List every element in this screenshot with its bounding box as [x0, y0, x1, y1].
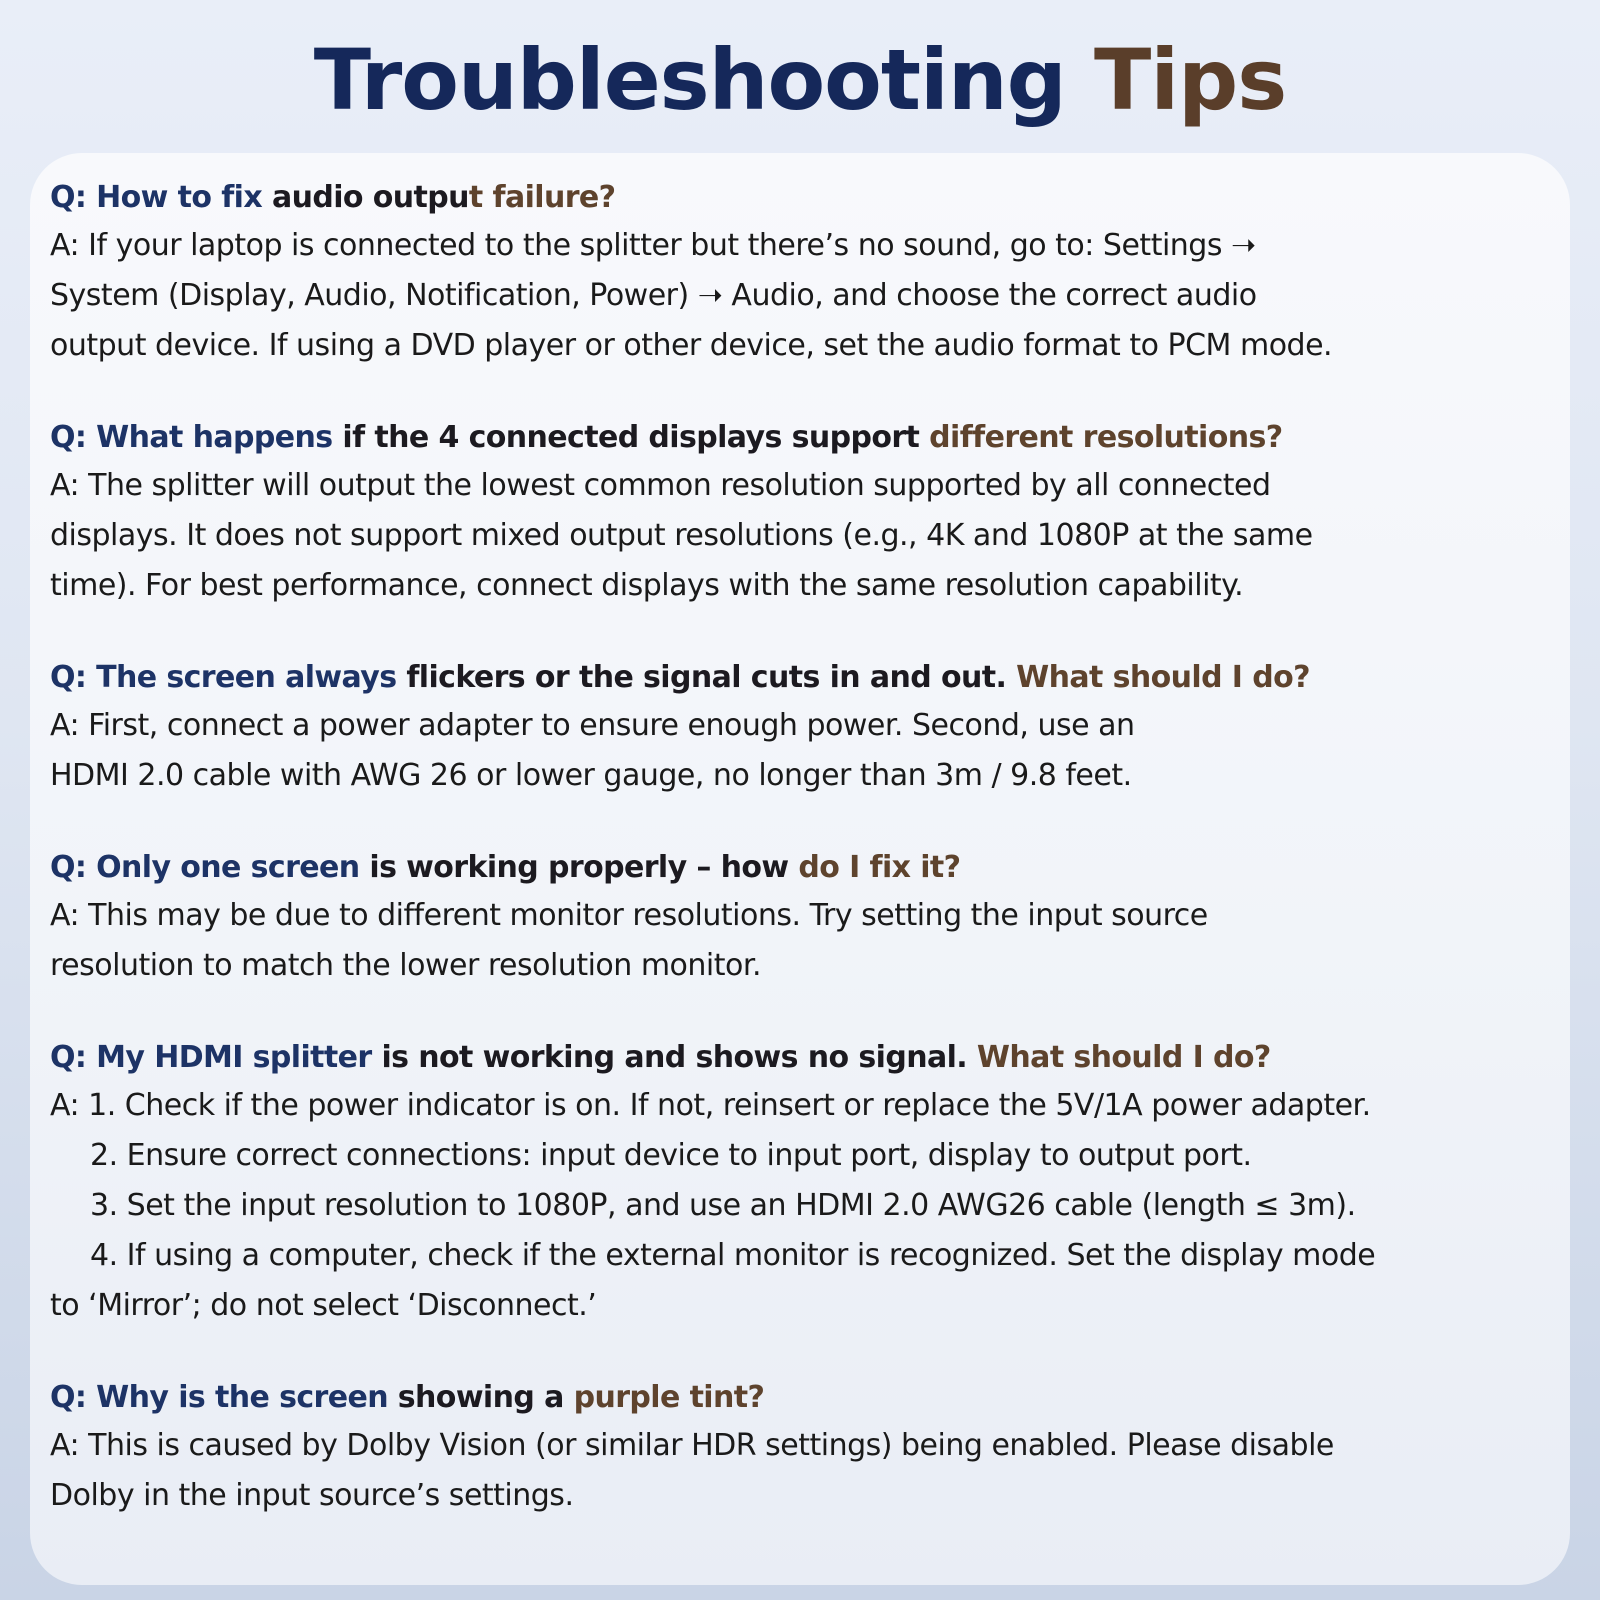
faq-answer	[50, 1081, 1550, 1331]
faq-card	[30, 153, 1570, 1585]
answer-line: output device. If using a DVD player or other device, set the audio format to PCM mode.	[50, 328, 1333, 363]
answer-line: time). For best performance, connect displays with the same resolution capability.	[50, 568, 1244, 603]
faq-item-one-screen	[50, 845, 1550, 991]
faq-item-no-signal	[50, 1035, 1550, 1331]
answer-line: HDMI 2.0 cable with AWG 26 or lower gauge, no longer than 3m / 9.8 feet.	[50, 758, 1132, 793]
faq-answer	[50, 221, 1550, 371]
faq-item-purple-tint	[50, 1375, 1550, 1521]
question-part: Q: Why is the screen	[50, 1380, 398, 1415]
faq-item-audio-output	[50, 175, 1550, 371]
faq-answer	[50, 1421, 1550, 1521]
faq-item-screen-flicker	[50, 655, 1550, 801]
faq-question	[50, 1375, 1550, 1421]
question-part: Q: Only one screen	[50, 850, 370, 885]
question-part: What should I do?	[976, 1040, 1271, 1075]
faq-item-different-resolutions	[50, 415, 1550, 611]
faq-answer	[50, 891, 1550, 991]
answer-line: A: If your laptop is connected to the splitter but there’s no sound, go to: Settings ➝	[50, 228, 1256, 263]
faq-question	[50, 845, 1550, 891]
answer-step: 3. Set the input resolution to 1080P, and use an HDMI 2.0 AWG26 cable (length ≤ 3m).	[90, 1188, 1356, 1223]
answer-line: resolution to match the lower resolution monitor.	[50, 948, 761, 983]
page-title-main: Troubleshooting	[313, 31, 1095, 129]
answer-line: A: 1. Check if the power indicator is on. If not, reinsert or replace the 5V/1A power adapter.	[50, 1088, 1371, 1123]
question-part: Q: What happens	[50, 420, 343, 455]
page-title	[0, 30, 1600, 130]
question-part: flickers or the signal cuts in and out.	[406, 660, 1017, 695]
faq-question	[50, 655, 1550, 701]
answer-step: 2. Ensure correct connections: input device to input port, display to output port.	[90, 1138, 1252, 1173]
answer-line: A: The splitter will output the lowest common resolution supported by all connected	[50, 468, 1271, 503]
answer-line: A: This is caused by Dolby Vision (or similar HDR settings) being enabled. Please disable	[50, 1428, 1334, 1463]
answer-line: Dolby in the input source’s settings.	[50, 1478, 574, 1513]
question-part: do I fix it?	[798, 850, 961, 885]
question-part: showing a	[397, 1380, 574, 1415]
question-part: Q: The screen always	[50, 660, 407, 695]
faq-question	[50, 415, 1550, 461]
page-title-accent: Tips	[1094, 31, 1287, 129]
answer-step: 4. If using a computer, check if the external monitor is recognized. Set the display mode	[90, 1238, 1376, 1273]
answer-line: A: First, connect a power adapter to ensure enough power. Second, use an	[50, 708, 1135, 743]
question-part: t failure?	[468, 180, 616, 215]
question-part: if the 4 connected displays support	[342, 420, 930, 455]
question-part: Q: My HDMI splitter	[50, 1040, 382, 1075]
question-part: purple tint?	[573, 1380, 765, 1415]
faq-answer	[50, 461, 1550, 611]
question-part: Q: How to fix	[50, 180, 272, 215]
question-part: is working properly – how	[369, 850, 799, 885]
question-part: What should I do?	[1016, 660, 1310, 695]
answer-line: System (Display, Audio, Notification, Power) ➝ Audio, and choose the correct audio	[50, 278, 1257, 313]
question-part: different resolutions?	[929, 420, 1283, 455]
faq-question	[50, 175, 1550, 221]
question-part: audio outpu	[271, 180, 469, 215]
answer-line: to ‘Mirror’; do not select ‘Disconnect.’	[50, 1288, 597, 1323]
answer-line: displays. It does not support mixed output resolutions (e.g., 4K and 1080P at the same	[50, 518, 1313, 553]
answer-line: A: This may be due to different monitor resolutions. Try setting the input source	[50, 898, 1208, 933]
question-part: is not working and shows no signal.	[381, 1040, 977, 1075]
faq-answer	[50, 701, 1550, 801]
faq-question	[50, 1035, 1550, 1081]
